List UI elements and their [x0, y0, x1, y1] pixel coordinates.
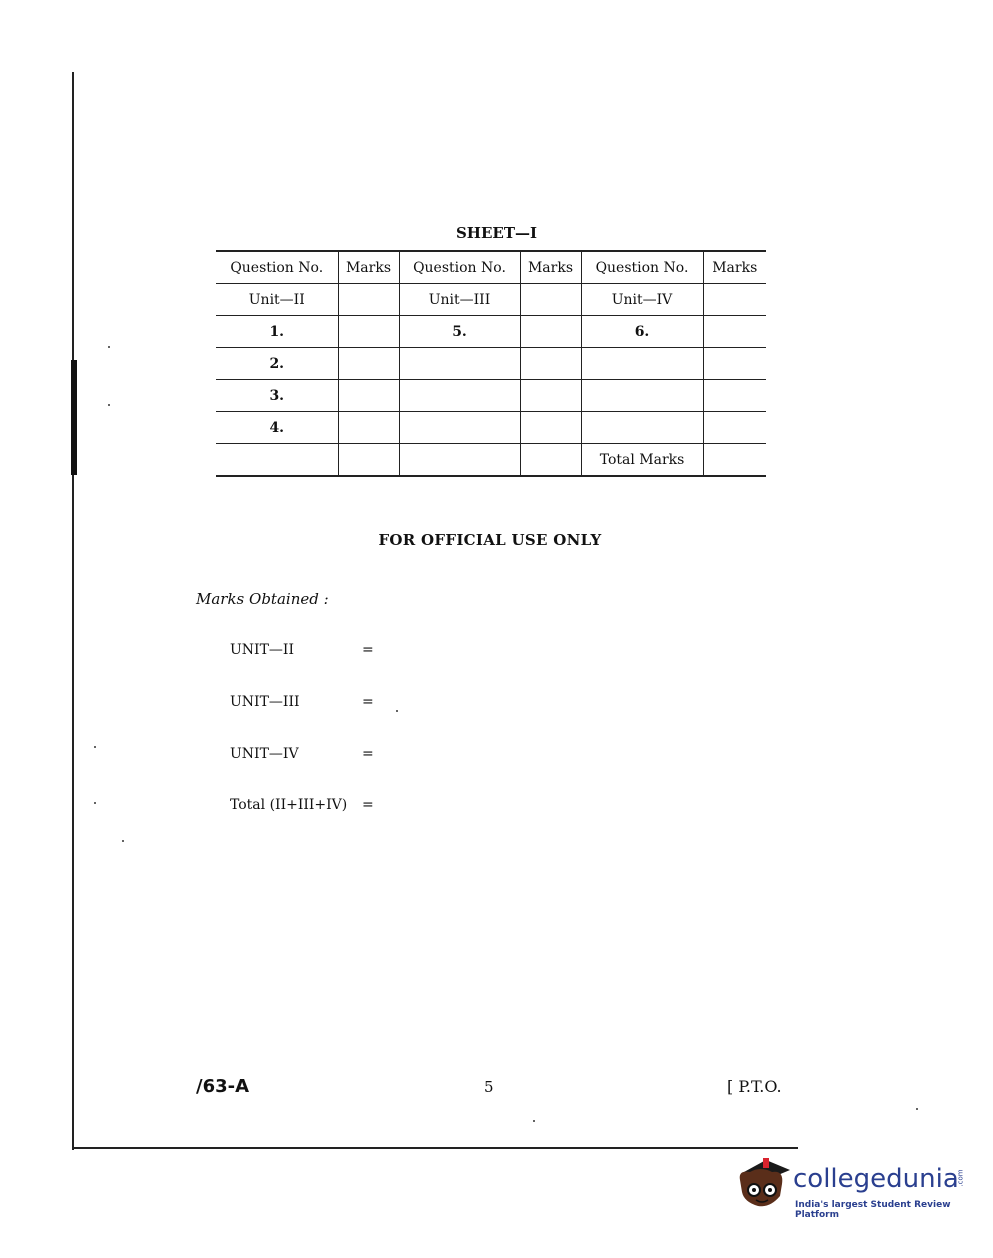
- equals-sign: =: [362, 694, 374, 710]
- header-cell: Marks: [703, 251, 766, 284]
- speck: [94, 802, 96, 804]
- logo-suffix: .com: [956, 1169, 965, 1187]
- table-row: [216, 412, 766, 444]
- table-row: [216, 348, 766, 380]
- marks-cell: [520, 316, 581, 348]
- total-marks-cell: [703, 444, 766, 477]
- speck: [94, 746, 96, 748]
- speck: [122, 840, 124, 842]
- speck: [396, 710, 398, 712]
- marks-cell: [338, 444, 399, 477]
- equals-sign: =: [362, 746, 374, 762]
- header-cell: Question No.: [581, 251, 703, 284]
- speck: [916, 1108, 918, 1110]
- table-total-row: [216, 444, 766, 477]
- logo-wordmark: collegedunia: [793, 1164, 959, 1194]
- table-row: [216, 380, 766, 412]
- marks-cell: [703, 348, 766, 380]
- marks-cell: [338, 380, 399, 412]
- marks-cell: [520, 284, 581, 316]
- left-margin-mark: [71, 360, 77, 475]
- unit-cell: Unit—III: [399, 284, 520, 316]
- marks-cell: [520, 444, 581, 477]
- bottom-rule: [72, 1147, 798, 1149]
- marks-cell: [703, 284, 766, 316]
- marks-cell: [338, 316, 399, 348]
- header-cell: Question No.: [216, 251, 338, 284]
- equals-sign: =: [362, 642, 374, 658]
- pto-label: [ P.T.O.: [727, 1077, 782, 1096]
- marks-cell: [338, 284, 399, 316]
- speck: [108, 346, 110, 348]
- table-header-row: [216, 251, 766, 284]
- marks-cell: [520, 412, 581, 444]
- mascot-icon: [740, 1158, 790, 1206]
- unit-iv-label: UNIT—IV: [230, 746, 299, 762]
- page-number: 5: [484, 1078, 494, 1096]
- header-cell: Marks: [338, 251, 399, 284]
- marks-cell: [703, 316, 766, 348]
- paper-code: /63-A: [196, 1076, 250, 1097]
- official-use-heading: FOR OFFICIAL USE ONLY: [378, 531, 602, 549]
- unit-ii-label: UNIT—II: [230, 642, 294, 658]
- total-marks-label: Total Marks: [581, 444, 703, 477]
- marks-cell: [338, 348, 399, 380]
- speck: [108, 404, 110, 406]
- marks-cell: [703, 380, 766, 412]
- question-cell: 4.: [216, 412, 338, 444]
- table-unit-row: [216, 284, 766, 316]
- question-cell: 2.: [216, 348, 338, 380]
- question-cell: [581, 380, 703, 412]
- question-cell: [216, 444, 338, 477]
- sheet-title: SHEET—I: [455, 224, 538, 242]
- question-cell: [399, 412, 520, 444]
- question-cell: [399, 348, 520, 380]
- logo-tagline: India's largest Student Review Platform: [795, 1200, 951, 1220]
- table-row: [216, 316, 766, 348]
- total-label: Total (II+III+IV): [230, 797, 348, 813]
- question-cell: [399, 444, 520, 477]
- speck: [533, 1120, 535, 1122]
- marks-cell: [703, 412, 766, 444]
- question-cell: [399, 380, 520, 412]
- question-cell: 6.: [581, 316, 703, 348]
- header-cell: Marks: [520, 251, 581, 284]
- question-cell: 1.: [216, 316, 338, 348]
- marks-cell: [520, 380, 581, 412]
- marks-cell: [520, 348, 581, 380]
- unit-cell: Unit—II: [216, 284, 338, 316]
- header-cell: Question No.: [399, 251, 520, 284]
- question-cell: 5.: [399, 316, 520, 348]
- equals-sign: =: [362, 797, 374, 813]
- marks-obtained-label: Marks Obtained :: [196, 590, 329, 608]
- question-cell: [581, 412, 703, 444]
- question-cell: 3.: [216, 380, 338, 412]
- unit-cell: Unit—IV: [581, 284, 703, 316]
- question-cell: [581, 348, 703, 380]
- unit-iii-label: UNIT—III: [230, 694, 300, 710]
- marks-table: [216, 250, 766, 477]
- marks-cell: [338, 412, 399, 444]
